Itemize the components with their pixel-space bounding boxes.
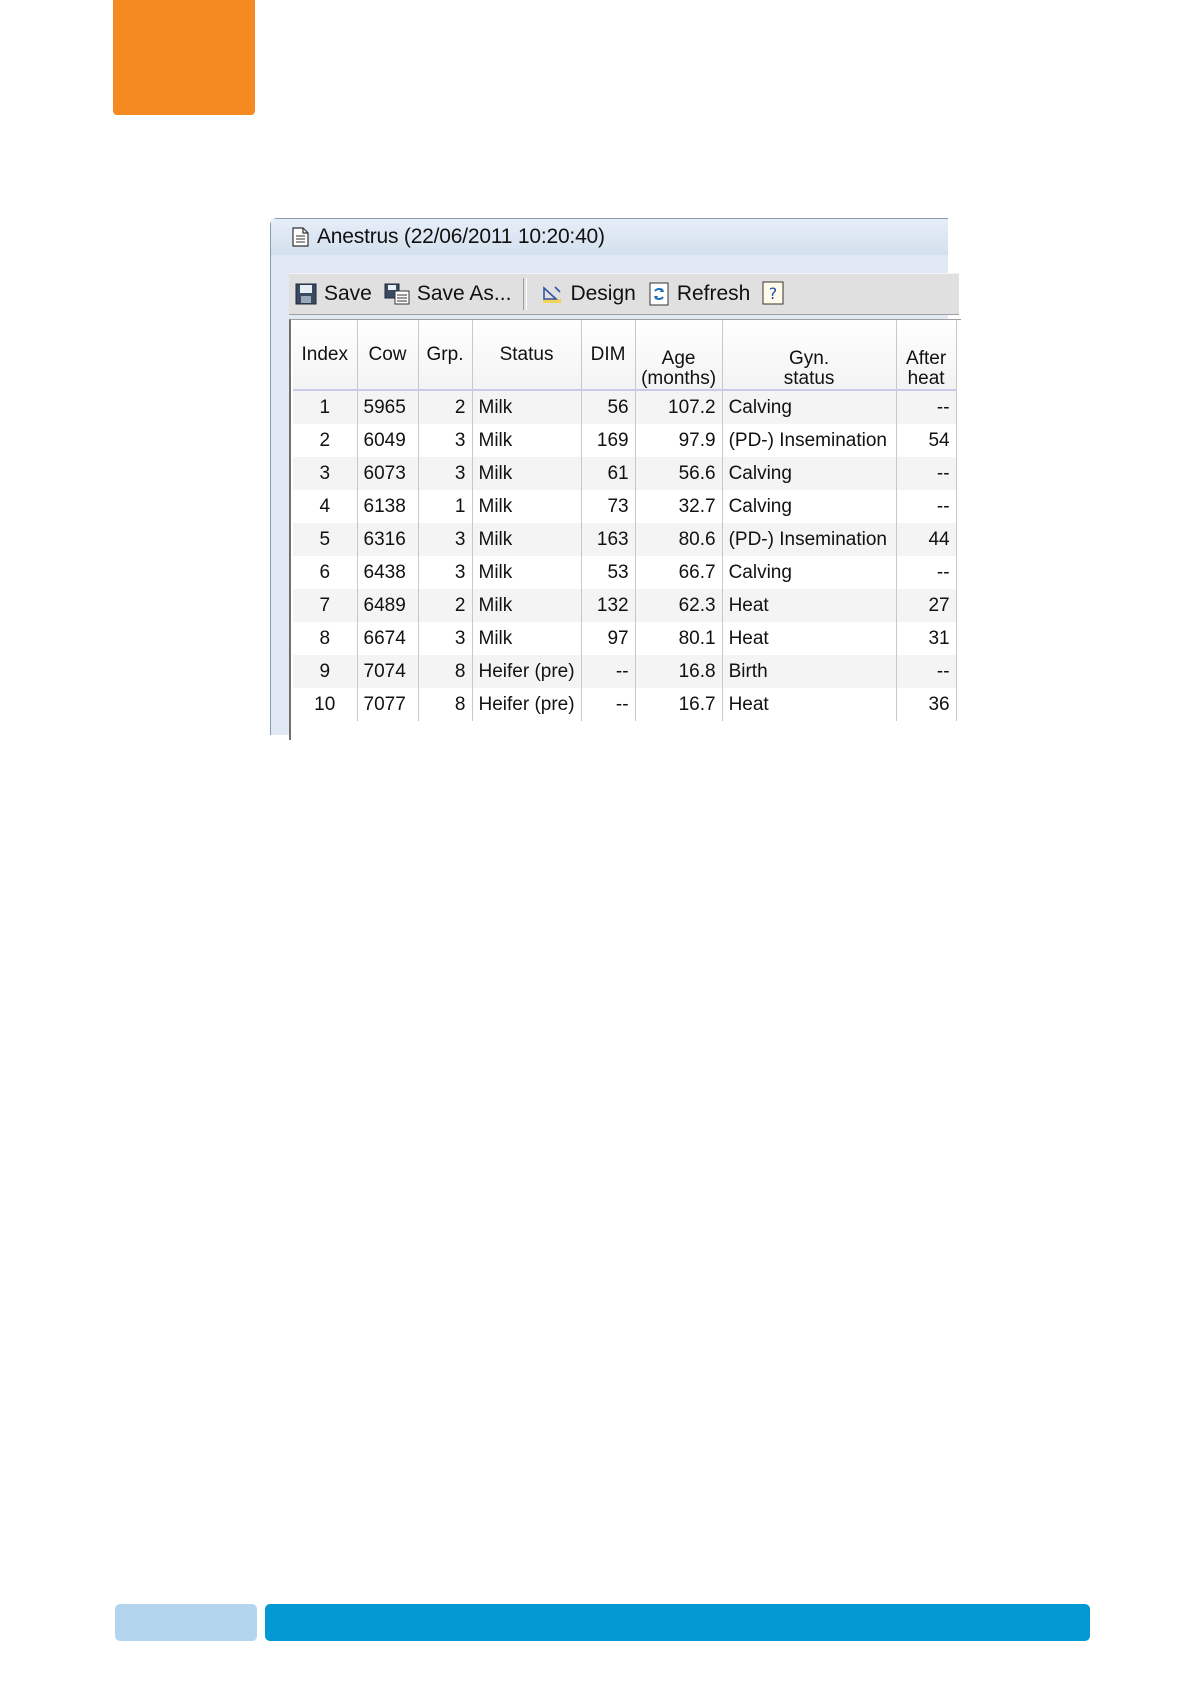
cell-gyn-status: Calving: [722, 490, 896, 523]
cell-dim: 97: [581, 622, 635, 655]
cell-after-heat: --: [896, 556, 956, 589]
save-icon: [295, 283, 317, 305]
column-header-grp[interactable]: Grp.: [418, 320, 472, 390]
cell-gyn-status: (PD-) Insemination: [722, 424, 896, 457]
column-header-age[interactable]: Age (months): [635, 320, 722, 390]
cell-dim: --: [581, 688, 635, 721]
cell-index: 7: [293, 589, 357, 622]
cell-after-heat: 36: [896, 688, 956, 721]
cell-cow: 6489: [357, 589, 418, 622]
help-icon: [762, 281, 784, 307]
svg-text:?: ?: [769, 284, 778, 303]
cell-index: 5: [293, 523, 357, 556]
cell-after-heat: --: [896, 457, 956, 490]
cell-after-heat: --: [896, 390, 956, 424]
cell-grp: 8: [418, 655, 472, 688]
footer-bar-light: [115, 1604, 257, 1641]
cell-status: Milk: [472, 589, 581, 622]
cell-after-heat: --: [896, 655, 956, 688]
cell-grp: 3: [418, 556, 472, 589]
window-titlebar: [271, 219, 948, 255]
save-label: Save: [324, 282, 372, 305]
table-row[interactable]: [293, 523, 956, 556]
cell-age: 32.7: [635, 490, 722, 523]
cell-status: Heifer (pre): [472, 655, 581, 688]
table-row[interactable]: [293, 457, 956, 490]
cell-dim: 56: [581, 390, 635, 424]
cell-dim: 169: [581, 424, 635, 457]
refresh-label: Refresh: [676, 282, 751, 305]
cell-cow: 6049: [357, 424, 418, 457]
cell-status: Milk: [472, 457, 581, 490]
cell-status: Milk: [472, 390, 581, 424]
cell-cow: 6674: [357, 622, 418, 655]
design-label: Design: [570, 282, 636, 305]
cell-gyn-status: Heat: [722, 622, 896, 655]
cell-index: 6: [293, 556, 357, 589]
save-button[interactable]: [289, 276, 378, 312]
save-as-icon: [384, 283, 410, 305]
cell-age: 97.9: [635, 424, 722, 457]
document-icon: [292, 227, 309, 247]
cell-grp: 2: [418, 390, 472, 424]
table-row[interactable]: [293, 556, 956, 589]
cell-index: 8: [293, 622, 357, 655]
cell-gyn-status: Heat: [722, 589, 896, 622]
design-icon: [541, 283, 563, 305]
cell-age: 66.7: [635, 556, 722, 589]
save-as-button[interactable]: [378, 276, 518, 312]
refresh-button[interactable]: [642, 276, 757, 312]
cell-index: 4: [293, 490, 357, 523]
cell-age: 80.1: [635, 622, 722, 655]
cell-cow: 5965: [357, 390, 418, 424]
table-row[interactable]: [293, 490, 956, 523]
save-as-label: Save As...: [416, 282, 512, 305]
cell-cow: 6438: [357, 556, 418, 589]
report-window: [270, 218, 948, 735]
cell-grp: 3: [418, 622, 472, 655]
column-header-index[interactable]: Index: [293, 320, 357, 390]
cell-after-heat: 54: [896, 424, 956, 457]
refresh-icon: [648, 282, 670, 306]
cell-gyn-status: Calving: [722, 556, 896, 589]
cell-status: Milk: [472, 523, 581, 556]
cell-status: Heifer (pre): [472, 688, 581, 721]
column-header-dim[interactable]: DIM: [581, 320, 635, 390]
cell-grp: 3: [418, 457, 472, 490]
cell-cow: 7074: [357, 655, 418, 688]
toolbar-separator: [523, 278, 527, 310]
cell-gyn-status: Calving: [722, 390, 896, 424]
cell-dim: 73: [581, 490, 635, 523]
table-body: [293, 390, 956, 721]
cell-dim: 61: [581, 457, 635, 490]
cell-index: 9: [293, 655, 357, 688]
table-row[interactable]: [293, 688, 956, 721]
table-row[interactable]: [293, 655, 956, 688]
orange-header-tab: [113, 0, 255, 115]
cell-gyn-status: Heat: [722, 688, 896, 721]
cell-grp: 1: [418, 490, 472, 523]
column-header-cow[interactable]: Cow: [357, 320, 418, 390]
cell-dim: 53: [581, 556, 635, 589]
cell-index: 1: [293, 390, 357, 424]
cell-index: 2: [293, 424, 357, 457]
cell-cow: 6316: [357, 523, 418, 556]
window-title: Anestrus (22/06/2011 10:20:40): [317, 225, 605, 248]
table-row[interactable]: [293, 390, 956, 424]
cell-after-heat: 44: [896, 523, 956, 556]
cell-age: 56.6: [635, 457, 722, 490]
cell-age: 16.8: [635, 655, 722, 688]
cell-dim: --: [581, 655, 635, 688]
cell-grp: 2: [418, 589, 472, 622]
cell-age: 62.3: [635, 589, 722, 622]
cell-cow: 6073: [357, 457, 418, 490]
data-grid: [289, 319, 961, 740]
cell-status: Milk: [472, 424, 581, 457]
cell-grp: 8: [418, 688, 472, 721]
cell-gyn-status: Calving: [722, 457, 896, 490]
cell-index: 3: [293, 457, 357, 490]
cell-age: 80.6: [635, 523, 722, 556]
cell-age: 16.7: [635, 688, 722, 721]
column-header-gyn-status[interactable]: Gyn. status: [722, 320, 896, 390]
table-header-row: [293, 320, 956, 390]
column-header-status[interactable]: Status: [472, 320, 581, 390]
cell-after-heat: --: [896, 490, 956, 523]
cell-index: 10: [293, 688, 357, 721]
cell-status: Milk: [472, 556, 581, 589]
table-row[interactable]: [293, 424, 956, 457]
cell-after-heat: 27: [896, 589, 956, 622]
cell-status: Milk: [472, 622, 581, 655]
cell-age: 107.2: [635, 390, 722, 424]
anestrus-table: [293, 320, 957, 721]
cell-cow: 7077: [357, 688, 418, 721]
cell-grp: 3: [418, 424, 472, 457]
cell-grp: 3: [418, 523, 472, 556]
design-button[interactable]: [535, 276, 641, 312]
help-button[interactable]: [756, 276, 797, 312]
cell-cow: 6138: [357, 490, 418, 523]
column-header-after-heat[interactable]: After heat: [896, 320, 956, 390]
toolbar: [289, 273, 959, 315]
footer-bar-dark: [265, 1604, 1090, 1641]
cell-gyn-status: Birth: [722, 655, 896, 688]
table-row[interactable]: [293, 589, 956, 622]
cell-gyn-status: (PD-) Insemination: [722, 523, 896, 556]
cell-status: Milk: [472, 490, 581, 523]
table-row[interactable]: [293, 622, 956, 655]
cell-after-heat: 31: [896, 622, 956, 655]
cell-dim: 132: [581, 589, 635, 622]
cell-dim: 163: [581, 523, 635, 556]
